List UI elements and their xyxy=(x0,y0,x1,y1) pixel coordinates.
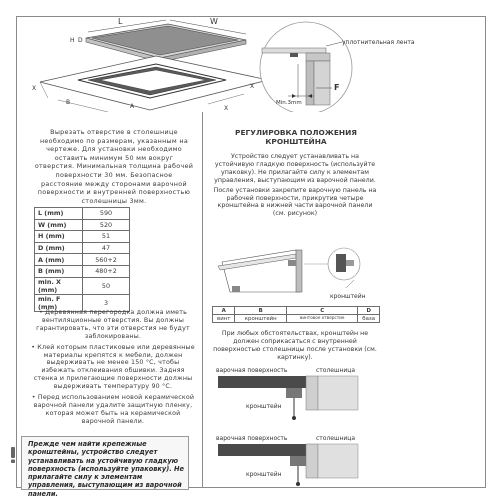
table-row: винт кронштейн винтовое отверстие база xyxy=(213,315,380,323)
bracket-instructions: Устройство следует устанавливать на устойчивую гладкую поверхность (используйте упаковку). Не прилагайте силу к элементам управления, выступающим из варочной панели. После установки закрепите варочную панель на рабочей поверхности, прикрутив четыре кронштейна в нижней части варочной панели (см. рисунок) xyxy=(213,153,377,218)
bracket-note: При любых обстоятельствах, кронштейн не должен соприкасаться с внутренней поверхностью столешницы после установки (см. картинку). xyxy=(213,330,377,361)
countertop-section-1 xyxy=(306,376,318,410)
label-bracket-2: кронштейн xyxy=(246,471,282,478)
table-row: W (mm) 520 xyxy=(35,219,130,231)
hob-section-2 xyxy=(218,444,306,456)
label-d: D xyxy=(78,37,83,44)
bullet-ventilation: • Деревянная перегородка должна иметь вентиляционные отверстия. Вы должны гарантировать, что эти отверстия не будут заблокированы. xyxy=(36,309,190,340)
exclamation-icon xyxy=(6,446,20,464)
table-row: H (mm) 51 xyxy=(35,231,130,243)
countertop-section xyxy=(306,61,314,105)
bracket-label: кронштейн xyxy=(330,293,366,300)
label-b: B xyxy=(66,99,71,106)
dimensions-table xyxy=(34,207,130,312)
column-divider xyxy=(202,112,203,488)
bracket-section-title: РЕГУЛИРОВКА ПОЛОЖЕНИЯ КРОНШТЕЙНА xyxy=(235,128,357,147)
label-countertop-2: столешница xyxy=(316,435,356,442)
label-surface-1: варочная поверхность xyxy=(216,367,288,374)
table-row: D (mm) 47 xyxy=(35,242,130,254)
bracket-2 xyxy=(290,456,306,466)
label-tape: уплотнительная лента xyxy=(342,39,415,46)
table-row: L (mm) 590 xyxy=(35,208,130,220)
bullet-glue: • Клей которым пластиковые или деревянные материалы крепятся к мебели, должен выдерживать не менее 150 °C, чтобы избежать отклеивания обшивки. Задняя стенка и прилегающие поверхности должны выдерживать температуру 90 °C. xyxy=(31,343,195,391)
hob-section-1 xyxy=(218,376,306,388)
hob-edge xyxy=(262,48,326,53)
bracket-parts-table xyxy=(212,306,380,323)
label-w: W xyxy=(210,18,218,26)
table-row: min. X (mm) 50 xyxy=(35,277,130,294)
label-bracket-1: кронштейн xyxy=(246,403,282,410)
label-surface-2: варочная поверхность xyxy=(216,435,288,442)
bracket-figure xyxy=(212,240,384,304)
label-countertop-1: столешница xyxy=(316,367,356,374)
cutout-instructions: Вырезать отверстие в столешнице необходимо по размерам, указанным на чертеже. Для установки необходимо оставить минимум 50 мм вокруг отверстия. Минимальная толщина рабочей поверхности 30 мм. Безопасное расстояние между сторонами варочной поверхности и внутренней поверхностью столешницы 3мм. xyxy=(34,128,194,205)
label-l: L xyxy=(118,18,123,26)
table-row: B (mm) 480+2 xyxy=(35,265,130,277)
label-x-bottom: X xyxy=(224,105,229,112)
label-a: A xyxy=(130,103,135,110)
table-row: min. F (mm) 3 xyxy=(35,294,130,311)
countertop-section-2 xyxy=(306,444,318,478)
label-x-right: X xyxy=(250,83,255,90)
label-h: H xyxy=(70,37,75,44)
bullet-film: • Перед использованием новой керамической варочной панели удалите защитную пленку, которая может быть на керамической варочной панели. xyxy=(31,394,195,425)
table-row: A B C D xyxy=(213,307,380,315)
installation-section-figures xyxy=(212,364,384,490)
label-min-f: Min.3mm xyxy=(276,100,302,106)
screw-icon xyxy=(292,416,296,420)
label-f: F xyxy=(334,83,340,92)
safety-bullets xyxy=(30,309,196,429)
table-row: A (mm) 560+2 xyxy=(35,254,130,266)
label-x-left: X xyxy=(32,85,37,92)
installation-drawing xyxy=(18,18,484,112)
screw-icon xyxy=(296,482,300,486)
bracket-1 xyxy=(286,388,302,398)
hob-glass xyxy=(92,26,238,55)
warning-text: Прежде чем найти крепежные кронштейны, устройство следует устанавливать на устойчивую гладкую поверхность (используйте упаковку). Не прилагайте силу к элементам управления, выступающим из варочной панели. xyxy=(28,440,185,498)
